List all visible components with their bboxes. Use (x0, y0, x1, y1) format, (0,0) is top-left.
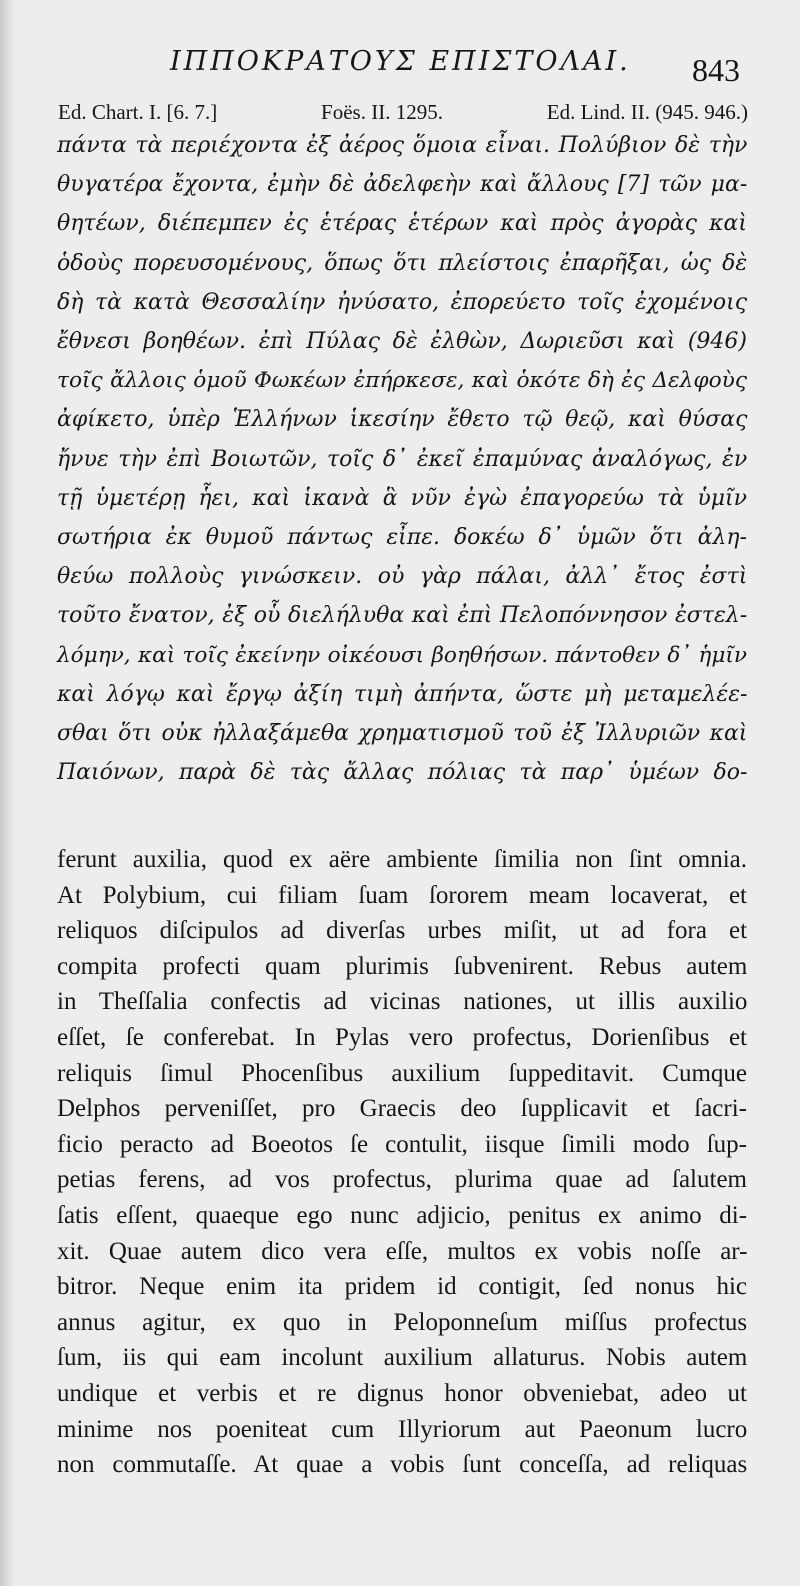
latin-line: compita profecti quam plurimis ſubvenirent. Rebus autem (57, 952, 748, 980)
greek-line: τοῖς ἄλλοις ὁμοῦ Φωκέων ἐπήρκεσε, καὶ ὁκότε δὴ ἐς Δελφοὺς (57, 368, 747, 394)
latin-line: bitror. Neque enim ita pridem id contigit, ſed nonus hic (57, 1273, 747, 1301)
greek-line: ἔθνεσι βοηθέων. ἐπὶ Πύλας δὲ ἐλθὼν, Δωριεῦσι καὶ (946) (57, 329, 747, 355)
latin-line: reliquis ſimul Phocenſibus auxilium ſuppeditavit. Cumque (57, 1059, 747, 1087)
latin-line: ſatis eſſent, quaeque ego nunc adjicio, penitus ex animo di- (57, 1201, 748, 1229)
running-title: ΙΠΠΟΚΡΑΤΟΥΣ ΕΠΙΣΤΟΛΑΙ. (170, 46, 631, 77)
greek-line: καὶ λόγῳ καὶ ἔργῳ ἀξίη τιμὴ ἀπήντα, ὥστε μὴ μεταμελέε- (57, 681, 748, 707)
latin-line: ferunt auxilia, quod ex aëre ambiente ſimilia non ſint omnia. (57, 846, 747, 873)
latin-line: At Polybium, cui filiam ſuam ſororem meam locaverat, et (57, 881, 747, 909)
greek-line: σθαι ὅτι οὐκ ἠλλαξάμεθα χρηματισμοῦ τοῦ ἐξ Ἰλλυριῶν καὶ (57, 721, 748, 747)
greek-line: Παιόνων, παρὰ δὲ τὰς ἄλλας πόλιας τὰ παρ᾽ ὑμέων δο- (57, 760, 748, 786)
greek-text-block (57, 126, 747, 792)
page-number: 843 (692, 52, 740, 88)
latin-line: undique et verbis et re dignus honor obveniebat, adeo ut (57, 1379, 747, 1407)
greek-line: τῇ ὑμετέρῃ ἧει, καὶ ἱκανὰ ἃ νῦν ἐγὼ ἐπαγορεύω τὰ ὑμῖν (57, 485, 747, 511)
greek-line: τοῦτο ἔνατον, ἐξ οὗ διελήλυθα καὶ ἐπὶ Πελοπόννησον ἐστελ- (57, 603, 748, 629)
latin-line: ficio peracto ad Boeotos ſe contulit, iisque ſimili modo ſup- (57, 1130, 747, 1158)
edition-references (58, 100, 748, 125)
greek-line: σωτήρια ἐκ θυμοῦ πάντως εἶπε. δοκέω δ᾽ ὑμῶν ὅτι ἀλη- (57, 525, 747, 551)
latin-line: ſum, iis qui eam incolunt auxilium allaturus. Nobis autem (57, 1344, 748, 1372)
latin-line: reliquos diſcipulos ad diverſas urbes miſit, ut ad fora et (57, 917, 748, 945)
latin-line: petias ferens, ad vos profectus, plurima quae ad ſalutem (57, 1166, 747, 1194)
greek-line: ὁδοὺς πορευσομένους, ὅπως ὅτι πλείστοις ἐπαρῆξαι, ὡς δὲ (57, 250, 748, 276)
page-gutter-shadow (0, 0, 14, 1586)
chartier-reference: Ed. Chart. I. [6. 7.] (58, 100, 218, 124)
latin-line: eſſet, ſe conferebat. In Pylas vero profectus, Dorienſibus et (57, 1023, 747, 1051)
latin-line: xit. Quae autem dico vera eſſe, multos ex vobis noſſe ar- (57, 1237, 748, 1265)
foesius-reference: Foës. II. 1295. (321, 100, 443, 124)
latin-line: Delphos perveniſſet, pro Graecis deo ſupplicavit et ſacri- (57, 1095, 747, 1123)
greek-line: λόμην, καὶ τοῖς ἐκείνην οἰκέουσι βοηθήσων. πάντοθεν δ᾽ ἡμῖν (57, 642, 747, 668)
greek-line: θητέων, διέπεμπεν ἐς ἑτέρας ἑτέρων καὶ πρὸς ἀγορὰς καὶ (57, 211, 747, 237)
greek-line: θεύω πολλοὺς γινώσκειν. οὐ γὰρ πάλαι, ἀλλ᾽ ἔτος ἐστὶ (57, 564, 748, 590)
latin-line: minime nos poeniteat cum Illyriorum aut Paeonum lucro (57, 1415, 748, 1443)
greek-line: ἤνυε τὴν ἐπὶ Βοιωτῶν, τοῖς δ᾽ ἐκεῖ ἐπαμύνας ἀναλόγως, ἐν (57, 446, 748, 472)
latin-line: annus agitur, ex quo in Peloponneſum miſſus profectus (57, 1308, 748, 1336)
latin-line: non commutaſſe. At quae a vobis ſunt conceſſa, ad reliquas (57, 1451, 748, 1479)
greek-line: δὴ τὰ κατὰ Θεσσαλίην ἠνύσατο, ἐπορεύετο τοῖς ἐχομένοις (57, 289, 748, 315)
linden-reference: Ed. Lind. II. (945. 946.) (546, 100, 748, 124)
latin-line: in Theſſalia confectis ad vicinas nationes, ut illis auxilio (57, 988, 748, 1016)
latin-text-block (57, 842, 747, 1483)
greek-line: πάντα τὰ περιέχοντα ἐξ ἀέρος ὅμοια εἶναι. Πολύβιον δὲ τὴν (57, 133, 748, 158)
greek-line: ἀφίκετο, ὑπὲρ Ἑλλήνων ἱκεσίην ἔθετο τῷ θεῷ, καὶ θύσας (57, 407, 748, 433)
greek-line: θυγατέρα ἔχοντα, ἐμὴν δὲ ἀδελφεὴν καὶ ἄλλους [7] τῶν μα- (57, 172, 748, 198)
